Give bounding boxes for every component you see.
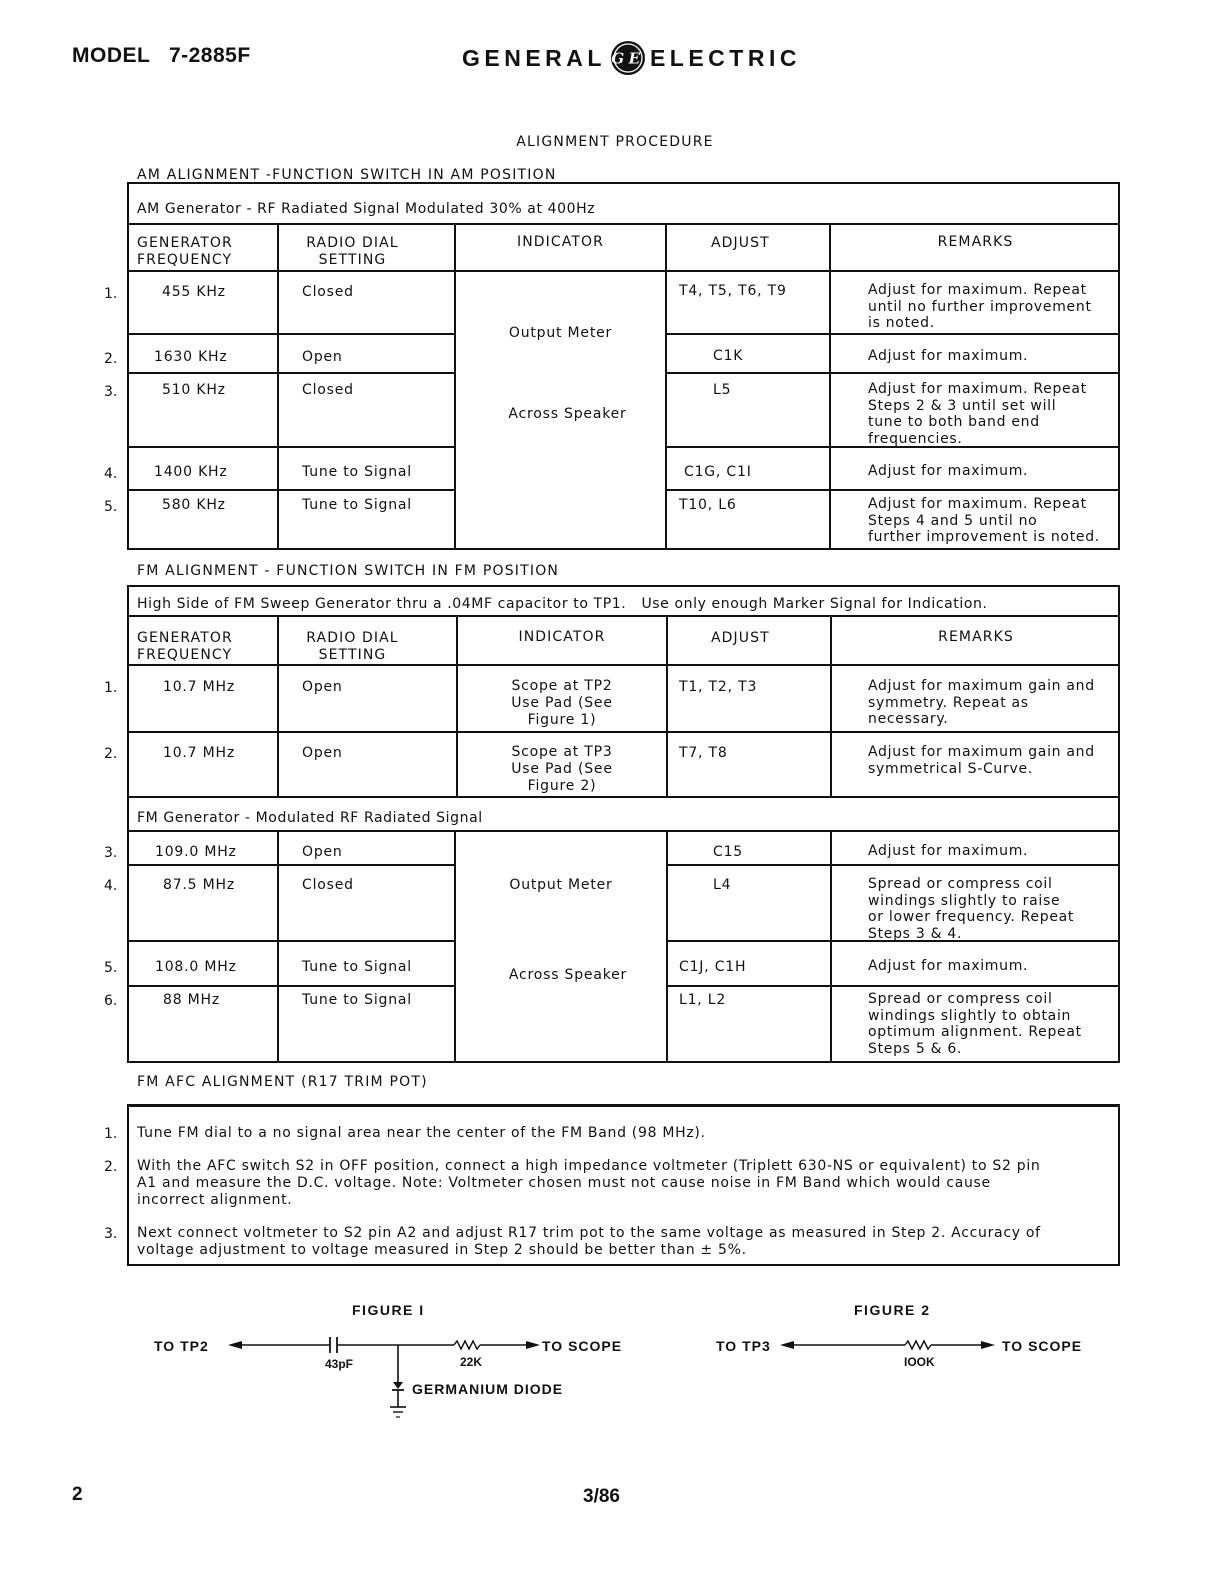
afc-step-text xyxy=(137,1125,1097,1142)
am-row-remarks xyxy=(868,282,1092,332)
afc-line: With the AFC switch S2 in OFF position, connect a high impedance voltmeter (Triplett 630-NS or equivalent) to S2 pin xyxy=(137,1158,1041,1174)
am-row-dial: Tune to Signal xyxy=(302,497,412,513)
indicator-line: Figure 1) xyxy=(527,712,597,728)
am-section-title: AM ALIGNMENT -FUNCTION SWITCH IN AM POSITION xyxy=(137,167,557,183)
fm-banner-2: FM Generator - Modulated RF Radiated Signal xyxy=(137,810,483,826)
brand-left-text: GENERAL xyxy=(462,44,606,71)
remark-line: Adjust for maximum. Repeat xyxy=(868,282,1087,298)
fm-row-frequency: 88 MHz xyxy=(163,992,221,1008)
am-row-remarks xyxy=(868,496,1100,546)
am-row-remarks xyxy=(868,348,1028,365)
am-row-frequency: 455 KHz xyxy=(162,284,226,300)
fm-row-frequency: 108.0 MHz xyxy=(155,959,237,975)
am-row-frequency: 1400 KHz xyxy=(154,464,228,480)
fm-row-remarks xyxy=(868,843,1028,860)
ge-logo xyxy=(610,40,646,76)
fm-row-indicator xyxy=(458,744,666,795)
am-header-remarks: REMARKS xyxy=(937,234,1014,250)
am-row-frequency: 510 KHz xyxy=(162,382,226,398)
am-row-dial: Tune to Signal xyxy=(302,464,412,480)
am-row-number: 5. xyxy=(104,499,118,515)
fm-banner: High Side of FM Sweep Generator thru a .04MF capacitor to TP1. Use only enough Marker Signal for Indication. xyxy=(137,596,988,612)
fm-indicator-output-meter: Output Meter xyxy=(509,877,613,893)
remark-line: symmetrical S-Curve. xyxy=(868,760,1033,777)
fm-header-generator-line1: GENERATOR xyxy=(137,630,233,646)
remark-line: Adjust for maximum. xyxy=(868,463,1029,479)
fm-row-dial: Open xyxy=(302,745,343,761)
fm-header-dial-line2: SETTING xyxy=(318,647,387,663)
remark-line: Spread or compress coil xyxy=(868,876,1053,892)
remark-line: Adjust for maximum. xyxy=(868,958,1029,974)
afc-section-title: FM AFC ALIGNMENT (R17 TRIM POT) xyxy=(137,1074,428,1090)
figure-1-title: FIGURE I xyxy=(352,1302,425,1318)
fm-row-remarks xyxy=(868,991,1082,1057)
remark-line: frequencies. xyxy=(868,430,963,447)
afc-step-text xyxy=(137,1225,1097,1259)
fm-row-remarks xyxy=(868,744,1095,777)
remark-line: Adjust for maximum. Repeat xyxy=(868,381,1087,397)
figure-2-output-label: TO SCOPE xyxy=(1002,1338,1083,1354)
fm-row-dial: Open xyxy=(302,679,343,695)
figure-1-schematic xyxy=(220,1330,550,1430)
remark-line: windings slightly to obtain xyxy=(868,1007,1072,1024)
indicator-line: Use Pad (See xyxy=(511,761,613,777)
fm-row-number: 1. xyxy=(104,680,118,696)
afc-step-number: 3. xyxy=(104,1226,118,1242)
fm-row-dial: Open xyxy=(302,844,343,860)
fm-section-title: FM ALIGNMENT - FUNCTION SWITCH IN FM POSITION xyxy=(137,563,560,579)
fm-row-adjust: T1, T2, T3 xyxy=(679,679,758,695)
figure-1-output-label: TO SCOPE xyxy=(542,1338,623,1354)
fm-row-adjust: L4 xyxy=(713,877,732,893)
afc-step-text xyxy=(137,1158,1097,1209)
am-header-generator-line2: FREQUENCY xyxy=(137,252,233,268)
afc-line: incorrect alignment. xyxy=(137,1192,293,1208)
am-row-adjust: T4, T5, T6, T9 xyxy=(679,283,787,299)
remark-line: is noted. xyxy=(868,315,935,331)
page-title: ALIGNMENT PROCEDURE xyxy=(516,134,714,150)
fm-header-adjust: ADJUST xyxy=(711,630,770,646)
fm-row-indicator xyxy=(458,678,666,729)
fm-header-radio-dial xyxy=(295,630,410,664)
am-banner: AM Generator - RF Radiated Signal Modulated 30% at 400Hz xyxy=(137,201,596,217)
fm-indicator-across-speaker: Across Speaker xyxy=(508,967,628,983)
figure-1-input-label: TO TP2 xyxy=(154,1338,209,1354)
figure-1-diode-label: GERMANIUM DIODE xyxy=(412,1381,564,1397)
fm-row-number: 5. xyxy=(104,960,118,976)
fm-row-remarks xyxy=(868,958,1028,975)
remark-line: Adjust for maximum. xyxy=(868,843,1029,859)
fm-row-dial: Tune to Signal xyxy=(302,992,412,1008)
remark-line: Adjust for maximum gain and xyxy=(868,744,1095,760)
remark-line: or lower frequency. Repeat xyxy=(868,909,1075,925)
fm-row-adjust: C15 xyxy=(713,844,743,860)
remark-line: Steps 2 & 3 until set will xyxy=(868,397,1057,414)
remark-line: tune to both band end xyxy=(868,414,1040,430)
am-row-remarks xyxy=(868,381,1087,447)
am-header-dial-line1: RADIO DIAL xyxy=(306,235,399,251)
afc-step-number: 1. xyxy=(104,1126,118,1142)
figure-2-input-label: TO TP3 xyxy=(716,1338,771,1354)
fm-header-indicator: INDICATOR xyxy=(518,629,606,645)
am-row-number: 2. xyxy=(104,351,118,367)
fm-row-adjust: L1, L2 xyxy=(679,992,727,1008)
am-row-adjust: C1G, C1I xyxy=(684,464,752,480)
am-indicator-across-speaker: Across Speaker xyxy=(508,406,627,422)
am-row-dial: Closed xyxy=(302,382,354,398)
indicator-line: Figure 2) xyxy=(527,778,597,794)
afc-line: Tune FM dial to a no signal area near the center of the FM Band (98 MHz). xyxy=(137,1125,706,1141)
am-header-generator-line1: GENERATOR xyxy=(137,235,233,251)
revision-date: 3/86 xyxy=(583,1486,620,1507)
am-indicator-output-meter: Output Meter xyxy=(508,325,613,341)
am-header-generator-frequency xyxy=(137,235,233,269)
fm-row-frequency: 109.0 MHz xyxy=(155,844,237,860)
remark-line: Adjust for maximum gain and xyxy=(868,678,1095,694)
fm-header-generator-line2: FREQUENCY xyxy=(137,647,233,663)
remark-line: Steps 3 & 4. xyxy=(868,925,963,942)
am-row-number: 3. xyxy=(104,384,118,400)
fm-row-dial: Closed xyxy=(302,877,354,893)
fm-row-adjust: C1J, C1H xyxy=(679,959,747,975)
am-header-indicator: INDICATOR xyxy=(517,234,604,250)
fm-row-dial: Tune to Signal xyxy=(302,959,412,975)
figure-1-resistor-value: 22K xyxy=(460,1355,483,1369)
fm-row-number: 3. xyxy=(104,845,118,861)
figure-2-resistor-value: IOOK xyxy=(904,1355,935,1369)
am-header-radio-dial xyxy=(295,235,410,269)
indicator-line: Scope at TP2 xyxy=(511,678,613,694)
brand-header xyxy=(462,40,801,76)
fm-row-remarks xyxy=(868,678,1095,728)
fm-row-number: 4. xyxy=(104,878,118,894)
remark-line: symmetry. Repeat as xyxy=(868,694,1029,711)
fm-row-number: 6. xyxy=(104,993,118,1009)
fm-header-remarks: REMARKS xyxy=(938,629,1014,645)
remark-line: Spread or compress coil xyxy=(868,991,1053,1007)
fm-row-number: 2. xyxy=(104,746,118,762)
am-header-dial-line2: SETTING xyxy=(318,252,387,268)
remark-line: necessary. xyxy=(868,711,949,727)
fm-header-dial-line1: RADIO DIAL xyxy=(306,630,399,646)
am-row-dial: Open xyxy=(302,349,343,365)
afc-step-number: 2. xyxy=(104,1159,118,1175)
figure-2-schematic xyxy=(775,1330,1005,1360)
am-row-adjust: L5 xyxy=(713,382,732,398)
am-row-adjust: C1K xyxy=(713,348,744,364)
fm-row-remarks xyxy=(868,876,1074,942)
indicator-line: Use Pad (See xyxy=(511,695,613,711)
ge-logo-monogram: GE xyxy=(611,49,645,68)
remark-line: windings slightly to raise xyxy=(868,892,1061,909)
remark-line: Adjust for maximum. xyxy=(868,348,1029,364)
am-row-adjust: T10, L6 xyxy=(679,497,737,513)
am-row-frequency: 1630 KHz xyxy=(154,349,228,365)
fm-row-frequency: 87.5 MHz xyxy=(163,877,235,893)
remark-line: Steps 5 & 6. xyxy=(868,1040,963,1057)
am-row-number: 1. xyxy=(104,286,118,302)
am-row-frequency: 580 KHz xyxy=(162,497,226,513)
indicator-line: Scope at TP3 xyxy=(511,744,613,760)
figure-1-capacitor-value: 43pF xyxy=(325,1357,354,1371)
brand-right-text: ELECTRIC xyxy=(649,44,801,71)
afc-line: Next connect voltmeter to S2 pin A2 and adjust R17 trim pot to the same voltage as measured in Step 2. Accuracy of xyxy=(137,1225,1041,1241)
am-row-dial: Closed xyxy=(302,284,354,300)
am-row-number: 4. xyxy=(104,466,118,482)
fm-row-adjust: T7, T8 xyxy=(679,745,728,761)
remark-line: Adjust for maximum. Repeat xyxy=(868,496,1087,512)
fm-header-generator-frequency xyxy=(137,630,233,664)
remark-line: Steps 4 and 5 until no xyxy=(868,512,1038,529)
page-number: 2 xyxy=(72,1484,83,1505)
remark-line: further improvement is noted. xyxy=(868,529,1100,545)
afc-line: voltage adjustment to voltage measured in Step 2 should be better than ± 5%. xyxy=(137,1242,747,1258)
fm-row-frequency: 10.7 MHz xyxy=(163,679,235,695)
am-header-adjust: ADJUST xyxy=(711,235,770,251)
model-number: MODEL 7-2885F xyxy=(72,44,251,67)
figure-2-title: FIGURE 2 xyxy=(854,1302,931,1318)
am-row-remarks xyxy=(868,463,1028,480)
remark-line: until no further improvement xyxy=(868,298,1092,315)
afc-line: A1 and measure the D.C. voltage. Note: Voltmeter chosen must not cause noise in FM Band which would cause xyxy=(137,1175,991,1191)
remark-line: optimum alignment. Repeat xyxy=(868,1024,1082,1040)
fm-row-frequency: 10.7 MHz xyxy=(163,745,235,761)
